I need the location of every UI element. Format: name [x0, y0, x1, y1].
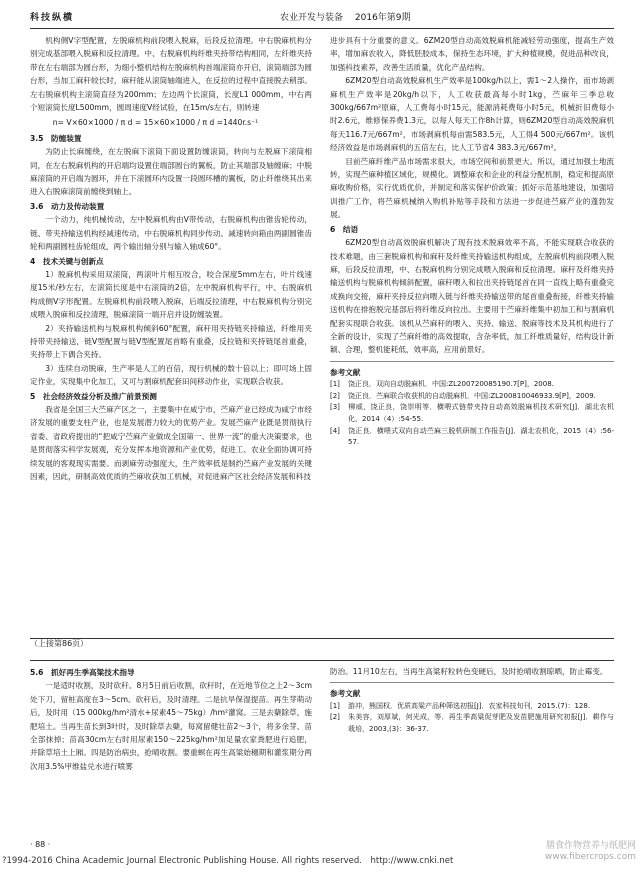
- section-heading: 5.6 抓好再生季高粱技术指导: [30, 668, 135, 677]
- continued-rule: [30, 660, 614, 661]
- section-divider: [30, 638, 614, 639]
- reference-item: [330, 391, 614, 403]
- left-column: [30, 34, 312, 638]
- reference-item: [330, 402, 614, 425]
- paragraph: 目前苎麻纤维产品市场需求很大，市场空间和前景更大。所以，通过加强土地流转，实现苎麻种植区域化，规模化。调整麻农和企业的利益分配机制，稳定和提高原麻收购价格，实行优质优价，并制定和落实保护价政策；抓好示范基地建设，加强培训推广工作，将苎麻机械纳入购机补贴等手段和方法进一步促进苎麻产业的蓬勃发展。: [330, 156, 614, 220]
- paragraph: 6ZM20型自动高效脱麻机解决了现有技术脱麻效率不高，不能实现联合收获的技术难题，由三套脱麻机构和麻秆及纤维夹持输送机构组成，左脱麻机构前段喂入脱麻，后段反拉清理，中、右脱麻机构分别完成喂入脱麻和反拉清理。麻秆及纤维夹持输送机构与脱麻机构倾斜配置，麻秆喂入和拉出夹持链尾首在同一直线上略有重叠完成换向交接，麻秆夹持反拉向喂入链与纤维夹持输送带的尾首重叠衔接，纤维夹持输送机构在排抱脱完基部后将纤维反向拉出。主要用于苎麻纤维集中初加工和与割麻机配套实现联合收获。该机从苎麻秆的喂入、夹持、输送、脱麻等技术及其机构进行了全新的设计，实现了苎麻纤维的高效提取，含杂率低，加工纤维质量好，结构设计新颖、合理，整机能耗低，效率高，应用前景好。: [330, 238, 614, 355]
- paragraph: 我省是全国三大苎麻产区之一，主要集中在咸宁市，苎麻产业已经成为咸宁市经济发展的重要支柱产业，也是发展潜力较大的优势产业。发展苎麻产业既是贯彻执行省委、省政府提出的“把咸宁苎麻产业做成全国第一、世界一流”的重大决策要求，也是贯彻落实科学发展观，充分发挥本地资源和产业优势，促进工、农业全面协调可持续发展的客观现实需要。而剥麻劳动强度大，生产效率低是制约苎麻产业发展的关键因素，因此，研制高效优质的苎麻收获加工机械，对促进麻产区社会经济发展和科技: [30, 404, 312, 481]
- header-rule: [30, 28, 614, 29]
- reference-text: 朱美容，刘厚斌，何光成，等．再生季高粱促芽肥及发苗肥施用研究初报[J]．耕作与栽培，2003,(3)：36-37.: [348, 713, 614, 733]
- journal-name: 农业开发与装备: [280, 13, 344, 23]
- paragraph: 6ZM20型自动高效脱麻机生产效率是100kg/h以上，需1～2人操作，而市场剥麻机生产效率是20kg/h以下，人工收获最高每小时1kg，苎麻年三季总收300kg/667m²原麻，人工费每小时15元，能源消耗费每小时5元，机械折旧费每小时2.6元，维修保养费1.3元，以每人每天工作8h计算，则6ZM20型自动高效脱麻机每天116.7元/667m²，市场剥麻机每亩需583.5元，人工得4 500元/667m²。该机经济效益是市场剥麻机的五倍左右，比人工节省4 383.3元/667m²。: [330, 76, 614, 153]
- section-heading: 6 结语: [330, 224, 359, 234]
- reference-number: [1]: [330, 701, 340, 710]
- reference-item: [330, 701, 614, 713]
- reference-text: 游冲，熊国权．优质高粱产品种筛选初报[J]．农家科技旬刊，2015.(7)：128.: [348, 701, 591, 710]
- reference-text: 饶正良．苎麻联合收获机的自动脱麻机．中国:ZL200810046933.9[P]，2009.: [348, 391, 596, 400]
- bottom-right-column: [330, 665, 614, 837]
- references-heading: 参考文献: [330, 682, 614, 700]
- continued-from: （上接第86页）: [30, 639, 89, 648]
- paragraph: 1）脱麻机构采用双滚筒，两滚叶片相互咬合，咬合深度5mm左右，叶片线速度15米/秒左右，左滚筒长度是中右滚筒的2倍，左中脱麻机构平行，中、右脱麻机构成侧V字形配置。左脱麻机构前段喂入脱麻，后端反拉清理，中右脱麻机构分别完成喂入脱麻和反拉清理，脱麻滚筒一端开启并设防缠装置。: [30, 269, 312, 320]
- section-heading: 3.5 防缠装置: [30, 133, 82, 143]
- watermark-url: www.fibercrops.com: [545, 852, 636, 862]
- section-heading: 4 技术关键与创新点: [30, 256, 104, 266]
- reference-number: [1]: [330, 380, 340, 389]
- paragraph: 3）连续自动脱麻，生产率是人工的百倍，现行机械的数十倍以上；即可场上固定作业，实现集中化加工，又可与割麻机配套田间移动作业，实现联合收获。: [30, 363, 312, 387]
- reference-number: [2]: [330, 391, 340, 400]
- reference-number: [2]: [330, 713, 340, 722]
- section-name: 科技纵横: [30, 13, 75, 23]
- right-column: [330, 34, 614, 638]
- page-number: · 88 ·: [30, 840, 51, 849]
- paragraph: 进步具有十分重要的意义。6ZM20型自动高效脱麻机能减轻劳动强度，提高生产效率，增加麻农收入，降低胚胶成本，保持生态环境，扩大种植规模，促进品种改良，加强科技素养，改善生活质量，优化产品结构。: [330, 36, 614, 72]
- reference-text: 柳威，饶正良，饶崇明等．横喂式链带夹持自动高效脱麻机技术研究[J]．湖北农机化，2014（4）:54-55.: [348, 403, 614, 423]
- paragraph: 防治。11月10左右，当再生高粱籽粒转色变硬后，及时抢晴收割晾晒，防止霉变。: [330, 667, 608, 676]
- paragraph: 为防止长麻缠绕，在左脱麻下滚筒下面设置防缠滚筒，转向与左脱麻下滚筒相同，在左右脱麻机构的开启端均设置住端部圆台的翼板，防止其端部及轴缠麻；中脱麻滚筒的开启端为圆环，并在下滚圆环内设置一段圆环槽的翼板，防止纤维绕其出来进入右脱麻滚筒前缠绕到轴上。: [30, 147, 312, 197]
- paragraph: 一是适时收割，及时砍秆。8月5日前后收割，砍秆时，在近地节位之上2～3cm处下刀，留桩高度在3～5cm。砍秆后，及时清理。二是抗旱保湿提苗。再生芽萌动后，及时用（15 000kg/hm²清水+尿素45～75kg）/hm²灌窝。三是去蘖除草，施肥培土。当再生苗长到3叶时，及时除草去蘖，每窝留健壮苗2～3个，将多余芽、苗全部抹掉；苗高30cm左右时用尿素150～225kg/hm²加足量农家粪肥进行追肥，并除草培土上厢。四是防治病虫，抢晴收割。要重螟在再生高粱始穗期和灌浆期分两次用3.5%甲维盐兑水进行喷雾: [30, 681, 312, 771]
- reference-item: [330, 712, 614, 735]
- section-heading: 3.6 动力及传动装置: [30, 201, 105, 211]
- reference-text: 饶正良．横喂式双向自动苎麻三脱机研制工作报告[J]．湖北农机化，2015（4）:56-57.: [348, 426, 614, 447]
- paragraph: 一个动力，纯机械传动，左中脱麻机构由V带传动，右脱麻机构由锥齿轮传动，链、带夹持输送机构经减速传动，中右脱麻机构同步传动。减速转向箱由两副圆锥齿轮和两副圆柱齿轮组成，两个输出轴分别与输入轴成60°。: [30, 215, 312, 252]
- watermark-cn: 膳食作物营养与纸肥网: [545, 841, 636, 851]
- references-heading: 参考文献: [330, 361, 614, 379]
- copyright-line: ?1994-2016 China Academic Journal Electronic Publishing House. All rights reserved. http://www.cnki.net: [2, 856, 454, 866]
- reference-number: [3]: [330, 403, 340, 412]
- reference-item: [330, 379, 614, 391]
- issue: 2016年第9期: [354, 13, 411, 23]
- bottom-left-column: [30, 665, 312, 837]
- running-header: [30, 10, 614, 26]
- section-heading: 5 社会经济效益分析及推广前景预测: [30, 391, 157, 401]
- paragraph: 机构侧V字型配置，左脱麻机构前段喂入脱麻，后段反拉清理。中右脱麻机构分别完成基部喂入脱麻和反拉清理。中、右脱麻机构纤维夹持带结构相同，左纤维夹持带在左右端部为圆台形，为细小整机结构左脱麻机构首端滚筒亦开启，滚筒端部为圆台形，当加工麻秆较长时，麻秆能从滚筒轴端进入，在反拉的过程中直接脱去稍部。左右脱麻机构主滚筒直径为200mm；左边两个长滚筒，长度L1 000mm，中右两个短滚筒长度L500mm，圆周速度V经试验，在15m/s左右，则转速: [30, 36, 312, 113]
- reference-number: [4]: [330, 426, 340, 435]
- formula: n= V×60×1000 / π d = 15×60×1000 / π d =1440r.s⁻¹: [52, 118, 259, 128]
- reference-text: 饶正良．双向自动脱麻机．中国:ZL200720085190.7[P]，2008.: [348, 380, 554, 389]
- paragraph: 2）夹持输送机构与脱麻机构倾斜60°配置，麻秆用夹持链夹持输送，纤维用夹持带夹持输送，链V型配置与链V型配置尾首略有重叠，反拉链和夹持链尾首重叠，夹持带上下偶合夹持。: [30, 323, 312, 360]
- reference-item: [330, 426, 614, 449]
